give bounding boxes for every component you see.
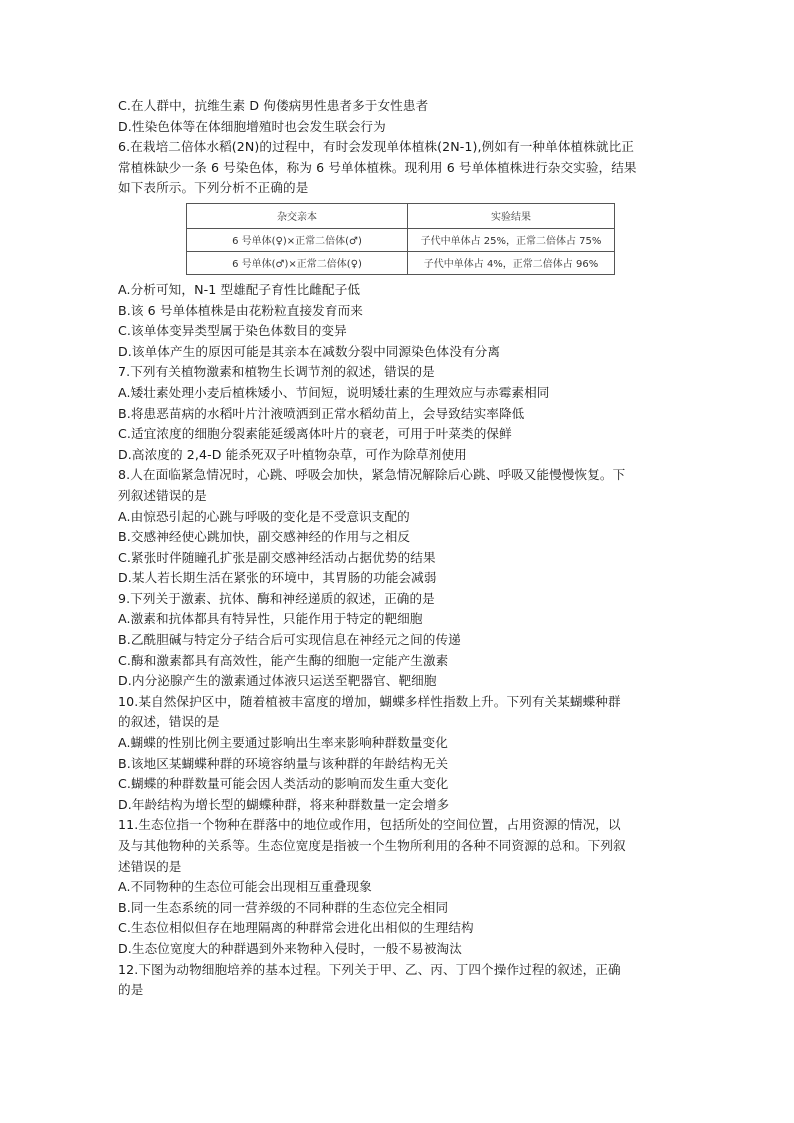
text-line: B.该 6 号单体植株是由花粉粒直接发育而来 [118,302,363,318]
table-cell: 6 号单体(♂)×正常二倍体(♀) [187,251,408,274]
text-line: B.该地区某蝴蝶种群的环境容纳量与该种群的年龄结构无关 [118,755,449,771]
text-line: 的叙述，错误的是 [118,714,220,730]
text-line: 7.下列有关植物激素和植物生长调节剂的叙述，错误的是 [118,364,435,380]
text-line: B.乙酰胆碱与特定分子结合后可实现信息在神经元之间的传递 [118,632,461,648]
table-cell: 6 号单体(♀)×正常二倍体(♂) [187,228,408,251]
text-line: C.在人群中，抗维生素 D 佝偻病男性患者多于女性患者 [118,98,429,113]
text-line: 11.生态位指一个物种在群落中的地位或作用，包括所处的空间位置，占用资源的情况，以 [118,817,621,833]
text-line: C.酶和激素都具有高效性，能产生酶的细胞一定能产生激素 [118,652,449,668]
text-line: 及与其他物种的关系等。生态位宽度是指被一个生物所利用的各种不同资源的总和。下列叙 [118,838,626,853]
text-line: D.年龄结构为增长型的蝴蝶种群，将来种群数量一定会增多 [118,796,450,812]
text-line: B.将患恶苗病的水稻叶片汁液喷洒到正常水稻幼苗上，会导致结实率降低 [118,405,525,421]
text-line: 常植株缺少一条 6 号染色体，称为 6 号单体植株。现利用 6 号单体植株进行杂交实验，结果 [118,159,637,175]
bottom-lines [118,280,684,1001]
text-line: D.高浓度的 2,4-D 能杀死双子叶植物杂草，可作为除草剂使用 [118,446,467,462]
table-cell: 子代中单体占 4%，正常二倍体占 96% [408,251,615,274]
table-cell: 子代中单体占 25%，正常二倍体占 75% [408,228,615,251]
text-line: 的是 [118,982,144,998]
table-row [187,228,615,251]
text-line: 如下表所示。下列分析不正确的是 [118,180,309,196]
text-line: A.蝴蝶的性别比例主要通过影响出生率来影响种群数量变化 [118,735,448,751]
text-line: A.由惊恐引起的心跳与呼吸的变化是不受意识支配的 [118,508,410,524]
text-line: A.分析可知，N-1 型雄配子育性比雌配子低 [118,281,361,297]
text-line: 9.下列关于激素、抗体、酶和神经递质的叙述，正确的是 [118,590,435,606]
header-results: 实验结果 [408,203,615,228]
table-row [187,251,615,274]
text-line: D.内分泌腺产生的激素通过体液只运送至靶器官、靶细胞 [118,673,437,689]
text-line: 12.下图为动物细胞培养的基本过程。下列关于甲、乙、丙、丁四个操作过程的叙述，正确 [118,961,621,977]
table-header-row [187,203,615,228]
text-line: 8.人在面临紧急情况时，心跳、呼吸会加快，紧急情况解除后心跳、呼吸又能慢慢恢复。下 [118,467,626,483]
text-line: A.激素和抗体都具有特异性，只能作用于特定的靶细胞 [118,611,423,627]
text-line: C.生态位相似但存在地理隔离的种群常会进化出相似的生理结构 [118,920,474,936]
text-line: C.紧张时伴随瞳孔扩张是副交感神经活动占据优势的结果 [118,549,436,565]
header-cross-parents: 杂交亲本 [187,203,408,228]
text-line: B.同一生态系统的同一营养级的不同种群的生态位完全相同 [118,899,449,915]
text-line: 述错误的是 [118,858,182,874]
text-line: D.性染色体等在体细胞增殖时也会发生联会行为 [118,118,386,134]
text-line: A.矮壮素处理小麦后植株矮小、节间短，说明矮壮素的生理效应与赤霉素相同 [118,384,550,400]
text-line: 列叙述错误的是 [118,487,207,503]
text-line: 10.某自然保护区中，随着植被丰富度的增加，蝴蝶多样性指数上升。下列有关某蝴蝶种群 [118,693,621,709]
cross-results-table [186,203,684,275]
text-line: D.生态位宽度大的种群遇到外来物种入侵时，一般不易被淘汰 [118,940,462,956]
text-line: D.该单体产生的原因可能是其亲本在减数分裂中同源染色体没有分离 [118,343,501,359]
text-line: C.蝴蝶的种群数量可能会因人类活动的影响而发生重大变化 [118,776,449,792]
text-line: C.该单体变异类型属于染色体数目的变异 [118,323,347,339]
text-line: D.某人若长期生活在紧张的环境中，其胃肠的功能会减弱 [118,570,437,586]
exam-page [118,96,684,1001]
top-lines [118,96,684,199]
text-line: 6.在栽培二倍体水稻(2N)的过程中，有时会发现单体植株(2N-1),例如有一种单体植株就比正 [118,139,634,155]
text-line: A.不同物种的生态位可能会出现相互重叠现象 [118,879,372,895]
text-line: B.交感神经使心跳加快，副交感神经的作用与之相反 [118,529,411,545]
text-line: C.适宜浓度的细胞分裂素能延缓离体叶片的衰老，可用于叶菜类的保鲜 [118,426,512,442]
